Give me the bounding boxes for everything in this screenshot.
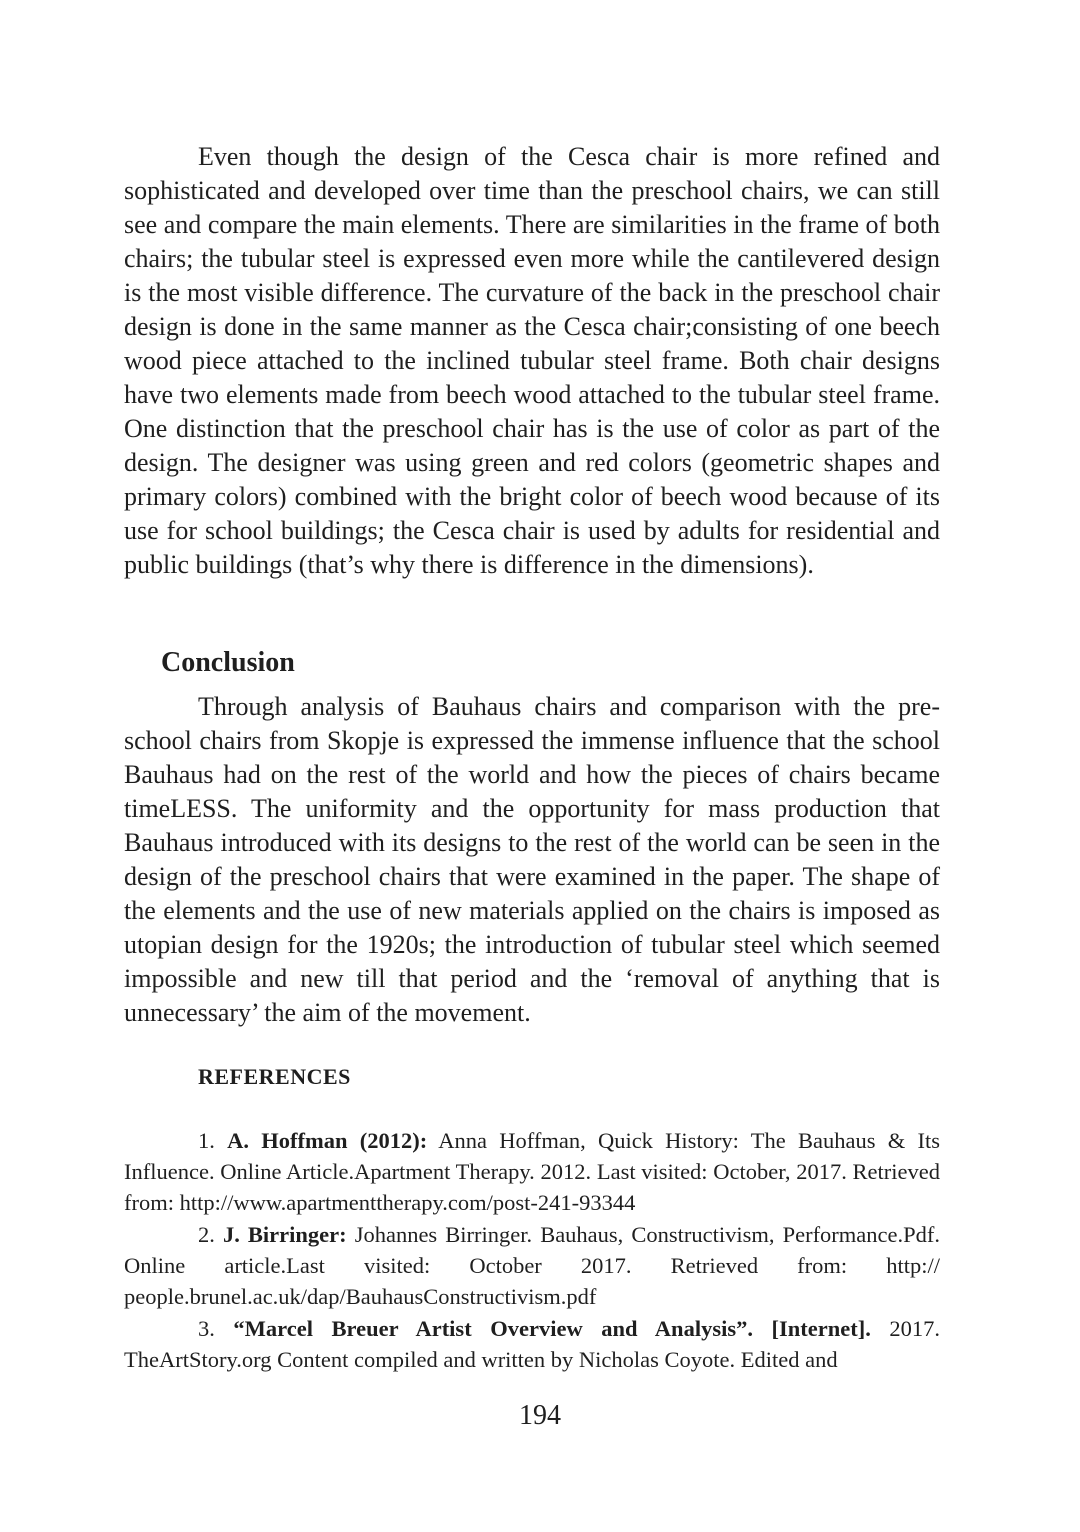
references-heading: REFERENCES	[198, 1064, 351, 1089]
page-number: 194	[519, 1400, 561, 1431]
reference-item	[124, 1125, 940, 1218]
reference-number: 2.	[198, 1222, 215, 1247]
reference-author: A. Hoffman (2012):	[227, 1128, 428, 1153]
reference-author: “Marcel Breuer Artist Overview and Analysis”. [Internet].	[233, 1316, 871, 1341]
references-list	[124, 1125, 940, 1376]
reference-text: 2017. TheArtStory.org Content compiled and written by Nicholas Coyote. Edited and	[124, 1316, 941, 1372]
reference-author: J. Birringer:	[222, 1222, 347, 1247]
reference-text: Johannes Birringer. Bauhaus, Constructivism, Performance.Pdf. Online article.Last visited: October 2017. Retrieved from: http://​people.brunel.ac.uk/dap/BauhausConstructivism.pdf	[124, 1222, 941, 1309]
reference-text: Anna Hoffman, Quick History: The Bauhaus & Its Influence. Online Article.Apartment Therapy. 2012. Last visited: October, 2017. Retrieved from: http://www.apartmenttherapy.com/post-241-93344	[124, 1128, 941, 1215]
reference-item	[124, 1219, 940, 1312]
body-paragraph-conclusion: Through analysis of Bauhaus chairs and comparison with the preschool chairs from Skopje is expressed the immense influence that the school Bauhaus had on the rest of the world and how the pieces of chairs became timeLESS. The uniformity and the opportunity for mass production that Bauhaus introduced with its designs to the rest of the world can be seen in the design of the preschool chairs that were examined in the paper. The shape of the elements and the use of new materials applied on the chairs is imposed as utopian design for the 1920s; the introduction of tubular steel which seemed impossible and new till that period and the ‘removal of anything that is unnecessary’ the aim of the movement.	[124, 692, 940, 1027]
reference-number: 1.	[198, 1128, 215, 1153]
section-heading-conclusion: Conclusion	[161, 647, 295, 678]
reference-item	[124, 1313, 940, 1375]
reference-number: 3.	[198, 1316, 215, 1341]
body-paragraph-cesca-comparison: Even though the design of the Cesca chair is more refined and sophisticated and developed over time than the preschool chairs, we can still see and compare the main elements. There are similarities in the frame of both chairs; the tubular steel is expressed even more while the cantilevered design is the most visible difference. The curvature of the back in the preschool chair design is done in the same manner as the Cesca chair;consisting of one beech wood piece attached to the inclined tubular steel frame. Both chair designs have two elements made from beech wood attached to the tubular steel frame. One distinction that the preschool chair has is the use of color as part of the design. The designer was using green and red colors (geometric shapes and primary colors) combined with the bright color of beech wood because of its use for school buildings; the Cesca chair is used by adults for residential and public buildings (that’s why there is difference in the dimensions).	[124, 142, 940, 579]
